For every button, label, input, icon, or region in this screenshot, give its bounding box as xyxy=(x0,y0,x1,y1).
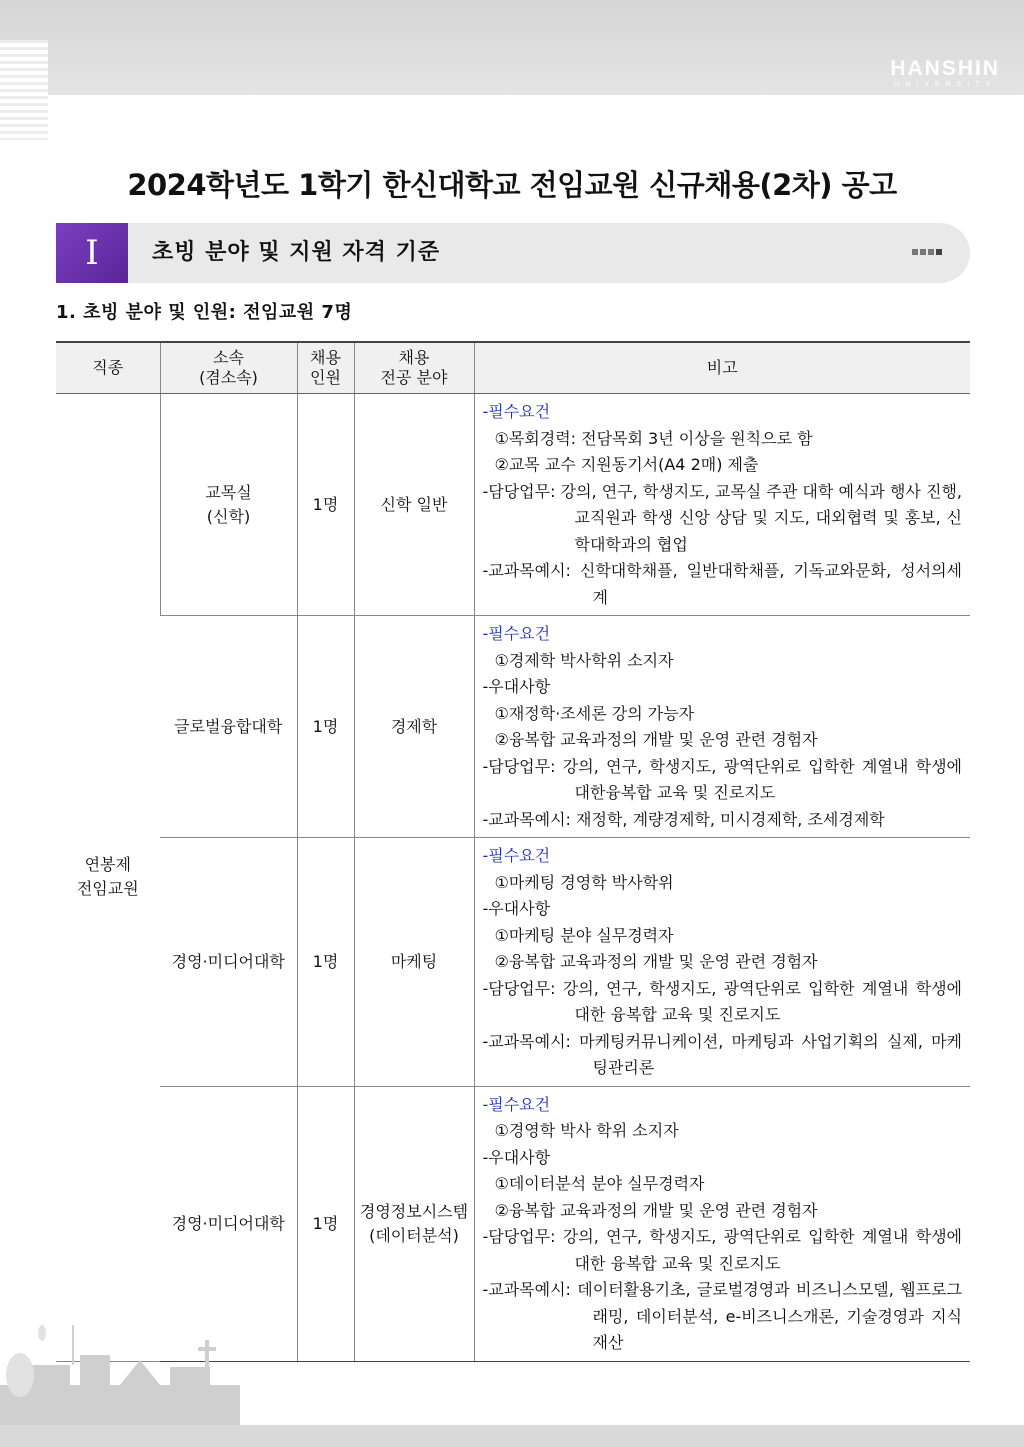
count-cell: 1명 xyxy=(297,394,354,616)
recruitment-table xyxy=(56,341,970,1362)
count-cell: 1명 xyxy=(297,1086,354,1361)
dots-ornament xyxy=(912,249,942,255)
note-cell: -필수요건 ①경영학 박사 학위 소지자 -우대사항 ①데이터분석 분야 실무경력자 ②융복합 교육과정의 개발 및 운영 관련 경험자 -담당업무: 강의, 연구, 학생지도, 광역단위로 입학한 계열내 학생에 대한 융복합 교육 및 진로지도 -교과목예시: 데이터활용기초, 글로벌경영과 비즈니스모델, 웹프로그래밍, 데이터분석, e-비즈니스개론, 기술경영과 지식재산 xyxy=(474,1086,970,1361)
count-cell: 1명 xyxy=(297,616,354,838)
note-cell: -필수요건 ①경제학 박사학위 소지자 -우대사항 ①재정학·조세론 강의 가능자 ②융복합 교육과정의 개발 및 운영 관련 경험자 -담당업무: 강의, 연구, 학생지도, 광역단위로 입학한 계열내 학생에 대한융복합 교육 및 진로지도 -교과목예시: 재정학, 계량경제학, 미시경제학, 조세경제학 xyxy=(474,616,970,838)
dept-cell: 경영·미디어대학 xyxy=(160,838,297,1087)
table-row xyxy=(56,394,970,616)
section-title: 초빙 분야 및 지원 자격 기준 xyxy=(152,240,441,265)
job-type-cell: 연봉제 전임교원 xyxy=(56,394,160,1362)
dept-cell: 경영·미디어대학 xyxy=(160,1086,297,1361)
section-numeral: Ⅰ xyxy=(56,223,128,283)
document-title: 2024학년도 1학기 한신대학교 전임교원 신규채용(2차) 공고 xyxy=(127,168,897,202)
table-row xyxy=(56,616,970,838)
dept-cell: 글로벌융합대학 xyxy=(160,616,297,838)
field-cell: 경영정보시스템 (데이터분석) xyxy=(354,1086,474,1361)
header-band xyxy=(0,0,1024,95)
dept-cell: 교목실 (신학) xyxy=(160,394,297,616)
subheading: 1. 초빙 분야 및 인원: 전임교원 7명 xyxy=(56,302,353,323)
header-count: 채용 인원 xyxy=(297,342,354,394)
header-job: 직종 xyxy=(56,342,160,394)
footer-band xyxy=(0,1425,1024,1447)
section-header xyxy=(56,223,970,283)
header-dept: 소속 (겸소속) xyxy=(160,342,297,394)
table-row xyxy=(56,838,970,1087)
field-cell: 마케팅 xyxy=(354,838,474,1087)
logo-name: HANSHIN xyxy=(890,57,1000,80)
note-cell: -필수요건 ①목회경력: 전담목회 3년 이상을 원칙으로 함 ②교목 교수 지원동기서(A4 2매) 제출 -담당업무: 강의, 연구, 학생지도, 교목실 주관 대학 예식과 행사 진행, 교직원과 학생 신앙 상담 및 지도, 대외협력 및 홍보, 신학대학과의 협업 -교과목예시: 신학대학채플, 일반대학채플, 기독교와문화, 성서의세계 xyxy=(474,394,970,616)
table-header-row xyxy=(56,342,970,394)
logo-sub: UNIVERSITY xyxy=(894,81,997,88)
campus-skyline-illustration xyxy=(0,1305,240,1425)
field-cell: 경제학 xyxy=(354,616,474,838)
header-field: 채용 전공 분야 xyxy=(354,342,474,394)
count-cell: 1명 xyxy=(297,838,354,1087)
decorative-stripes xyxy=(0,40,48,140)
field-cell: 신학 일반 xyxy=(354,394,474,616)
note-cell: -필수요건 ①마케팅 경영학 박사학위 -우대사항 ①마케팅 분야 실무경력자 ②융복합 교육과정의 개발 및 운영 관련 경험자 -담당업무: 강의, 연구, 학생지도, 광역단위로 입학한 계열내 학생에 대한 융복합 교육 및 진로지도 -교과목예시: 마케팅커뮤니케이션, 마케팅과 사업기획의 실제, 마케팅관리론 xyxy=(474,838,970,1087)
hanshin-logo xyxy=(890,58,1000,89)
header-note: 비고 xyxy=(474,342,970,394)
